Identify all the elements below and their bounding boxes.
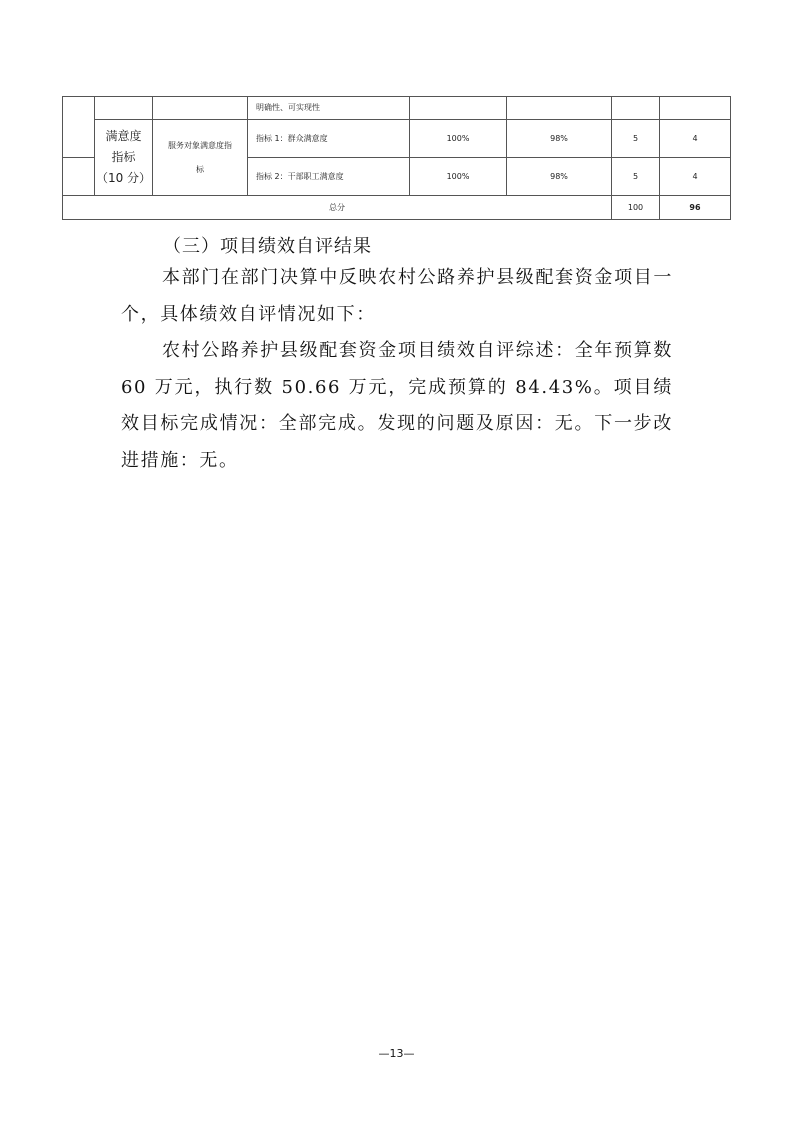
score-cell: 4	[660, 120, 731, 158]
total-weight-cell: 100	[612, 196, 660, 220]
subcategory-line: 服务对象满意度指	[168, 140, 232, 150]
score-cell: 4	[660, 158, 731, 196]
actual-cell: 98%	[507, 120, 612, 158]
target-cell: 100%	[410, 158, 507, 196]
indicator-cell: 指标 1：群众满意度	[248, 120, 410, 158]
table-cell	[410, 97, 507, 120]
table-cell	[612, 97, 660, 120]
subcategory-cell	[153, 120, 248, 196]
indicator-cell: 指标 2：干部职工满意度	[248, 158, 410, 196]
paragraph-intro: 本部门在部门决算中反映农村公路养护县级配套资金项目一个，具体绩效自评情况如下：	[121, 267, 673, 325]
indicator-cell: 明确性、可实现性	[248, 97, 410, 120]
table-cell	[507, 97, 612, 120]
total-score-cell: 96	[660, 196, 731, 220]
weight-cell: 5	[612, 158, 660, 196]
category-line: 满意度	[105, 129, 142, 143]
target-cell: 100%	[410, 120, 507, 158]
subcategory-line: 标	[196, 164, 204, 174]
total-label-cell: 总分	[63, 196, 612, 220]
page-number: —13—	[378, 1047, 415, 1060]
table-cell	[153, 97, 248, 120]
total-row	[63, 196, 731, 220]
table-cell	[660, 97, 731, 120]
category-line: 指标	[111, 150, 136, 164]
category-line: （10 分）	[95, 171, 152, 185]
table-cell	[95, 97, 153, 120]
category-cell	[95, 120, 153, 196]
performance-table	[62, 96, 731, 220]
table-row	[63, 97, 731, 120]
table-cell	[63, 97, 95, 158]
actual-cell: 98%	[507, 158, 612, 196]
paragraph-summary: 农村公路养护县级配套资金项目绩效自评综述：全年预算数 60 万元，执行数 50.66 万元，完成预算的 84.43%。项目绩效目标完成情况：全部完成。发现的问题及原因：无。下一步改进措施：无。	[121, 340, 673, 471]
table-cell	[63, 158, 95, 196]
section-heading: （三）项目绩效自评结果	[163, 236, 372, 257]
weight-cell: 5	[612, 120, 660, 158]
table-row	[63, 120, 731, 158]
